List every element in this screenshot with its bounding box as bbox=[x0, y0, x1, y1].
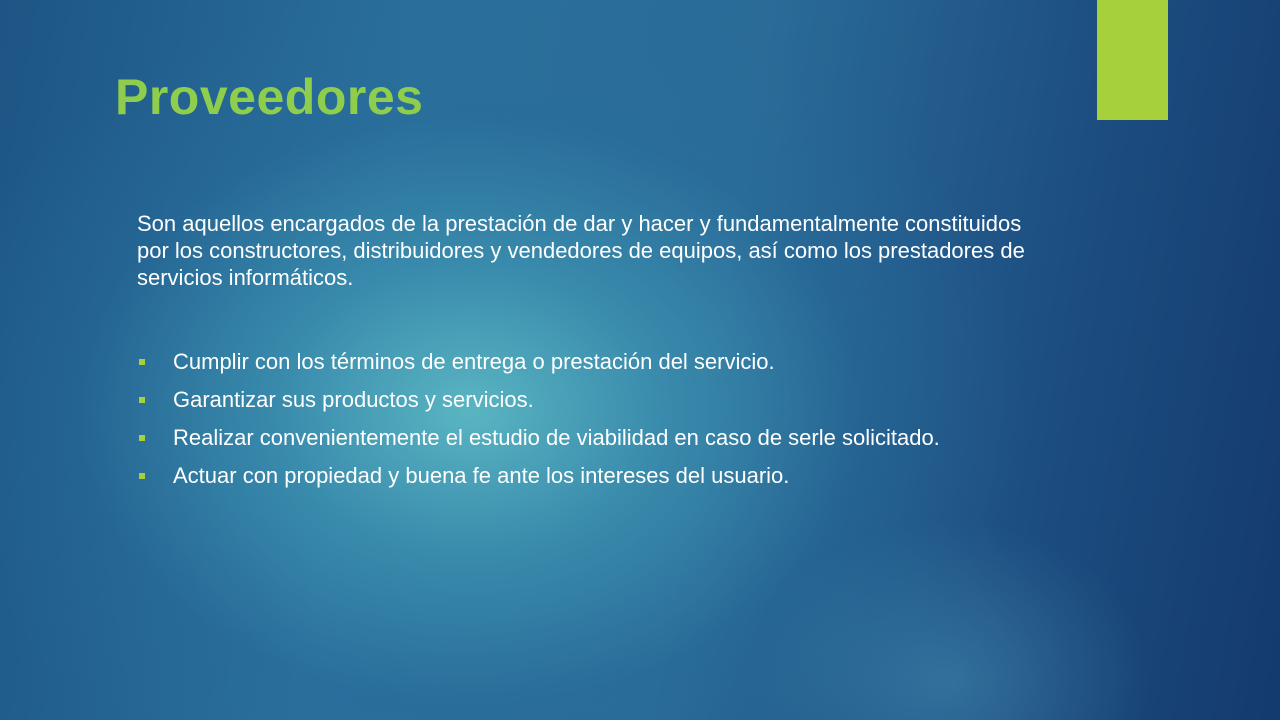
list-item-text: Actuar con propiedad y buena fe ante los intereses del usuario. bbox=[173, 463, 790, 488]
list-item bbox=[137, 385, 1037, 414]
intro-paragraph: Son aquellos encargados de la prestación de dar y hacer y fundamentalmente constituidos por los constructores, distribuidores y vendedores de equipos, así como los prestadores de servicios informáticos. bbox=[137, 211, 1025, 290]
list-item-text: Garantizar sus productos y servicios. bbox=[173, 387, 534, 412]
list-item bbox=[137, 423, 1037, 452]
square-bullet-icon bbox=[139, 397, 145, 403]
list-item bbox=[137, 347, 1037, 376]
square-bullet-icon bbox=[139, 435, 145, 441]
square-bullet-icon bbox=[139, 359, 145, 365]
slide-title: Proveedores bbox=[115, 69, 424, 125]
accent-bar bbox=[1097, 0, 1168, 120]
square-bullet-icon bbox=[139, 473, 145, 479]
list-item-text: Realizar convenientemente el estudio de viabilidad en caso de serle solicitado. bbox=[173, 425, 940, 450]
list-item bbox=[137, 461, 1037, 490]
bullet-list bbox=[137, 347, 1037, 499]
list-item-text: Cumplir con los términos de entrega o prestación del servicio. bbox=[173, 349, 775, 374]
